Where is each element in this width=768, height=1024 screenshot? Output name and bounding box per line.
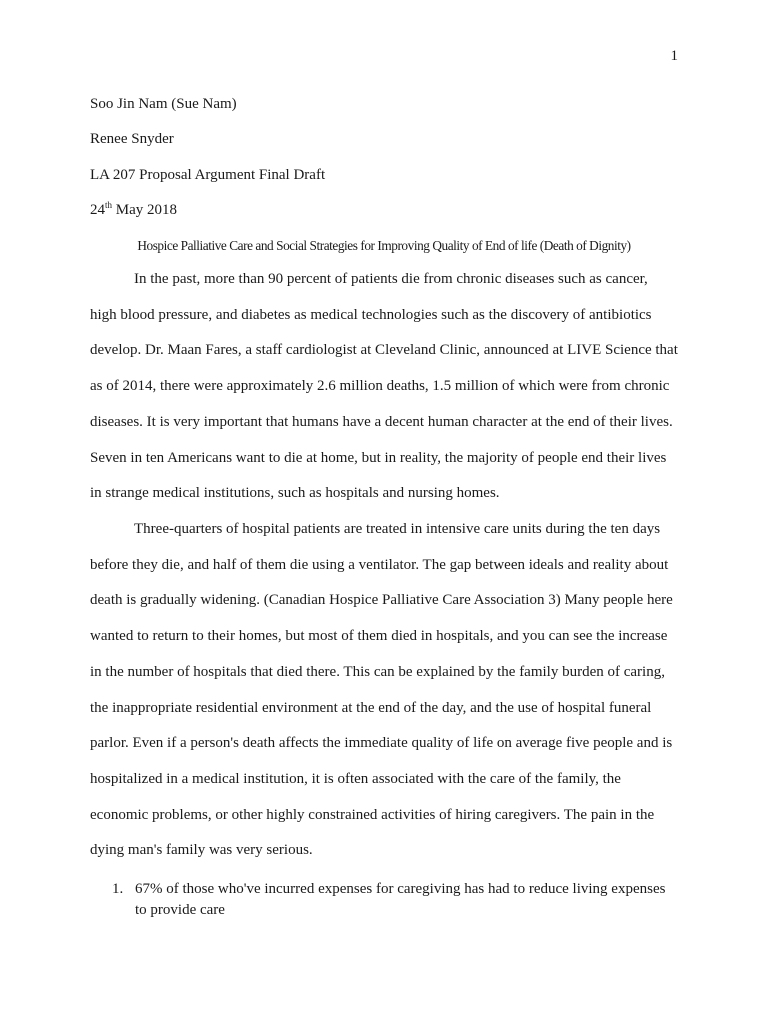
numbered-list bbox=[90, 879, 678, 921]
list-marker: 1. bbox=[112, 881, 124, 897]
body-paragraph-2: Three-quarters of hospital patients are treated in intensive care units during the ten days before they die, and half of them die using a ventilator. The gap between ideals and reality about death is gradually widening. (Canadian Hospice Palliative Care Association 3) Many people here wanted to return to their homes, but most of them died in hospitals, and you can see the increase in the number of hospitals that died there. This can be explained by the family burden of caring, the inappropriate residential environment at the end of the day, and the use of hospital funeral parlor. Even if a person's death affects the immediate quality of life on average five people and is hospitalized in a medical institution, it is often associated with the care of the family, the economic problems, or other highly constrained activities of hiring caregivers. The pain in the dying man's family was very serious. bbox=[90, 521, 673, 859]
instructor-name: Renee Snyder bbox=[90, 131, 174, 147]
date-day: 24 bbox=[90, 202, 105, 218]
page-number: 1 bbox=[670, 48, 678, 64]
essay-title: Hospice Palliative Care and Social Strategies for Improving Quality of End of life (Death of Dignity) bbox=[137, 238, 631, 253]
course-name: LA 207 Proposal Argument Final Draft bbox=[90, 167, 326, 183]
submission-date bbox=[90, 200, 177, 220]
body-paragraph-1: In the past, more than 90 percent of patients die from chronic diseases such as cancer, high blood pressure, and diabetes as medical technologies such as the discovery of antibiotics develop. Dr. Maan Fares, a staff cardiologist at Cleveland Clinic, announced at LIVE Science that as of 2014, there were approximately 2.6 million deaths, 1.5 million of which were from chronic diseases. It is very important that humans have a decent human character at the end of their lives. Seven in ten Americans want to die at home, but in reality, the majority of people end their lives in strange medical institutions, such as hospitals and nursing homes. bbox=[90, 271, 678, 502]
list-item bbox=[90, 879, 678, 921]
date-suffix: th bbox=[105, 200, 113, 210]
list-item-text: 67% of those who've incurred expenses for caregiving has had to reduce living expenses to provide care bbox=[135, 881, 666, 918]
author-name: Soo Jin Nam (Sue Nam) bbox=[90, 96, 237, 112]
date-rest: May 2018 bbox=[112, 202, 178, 218]
